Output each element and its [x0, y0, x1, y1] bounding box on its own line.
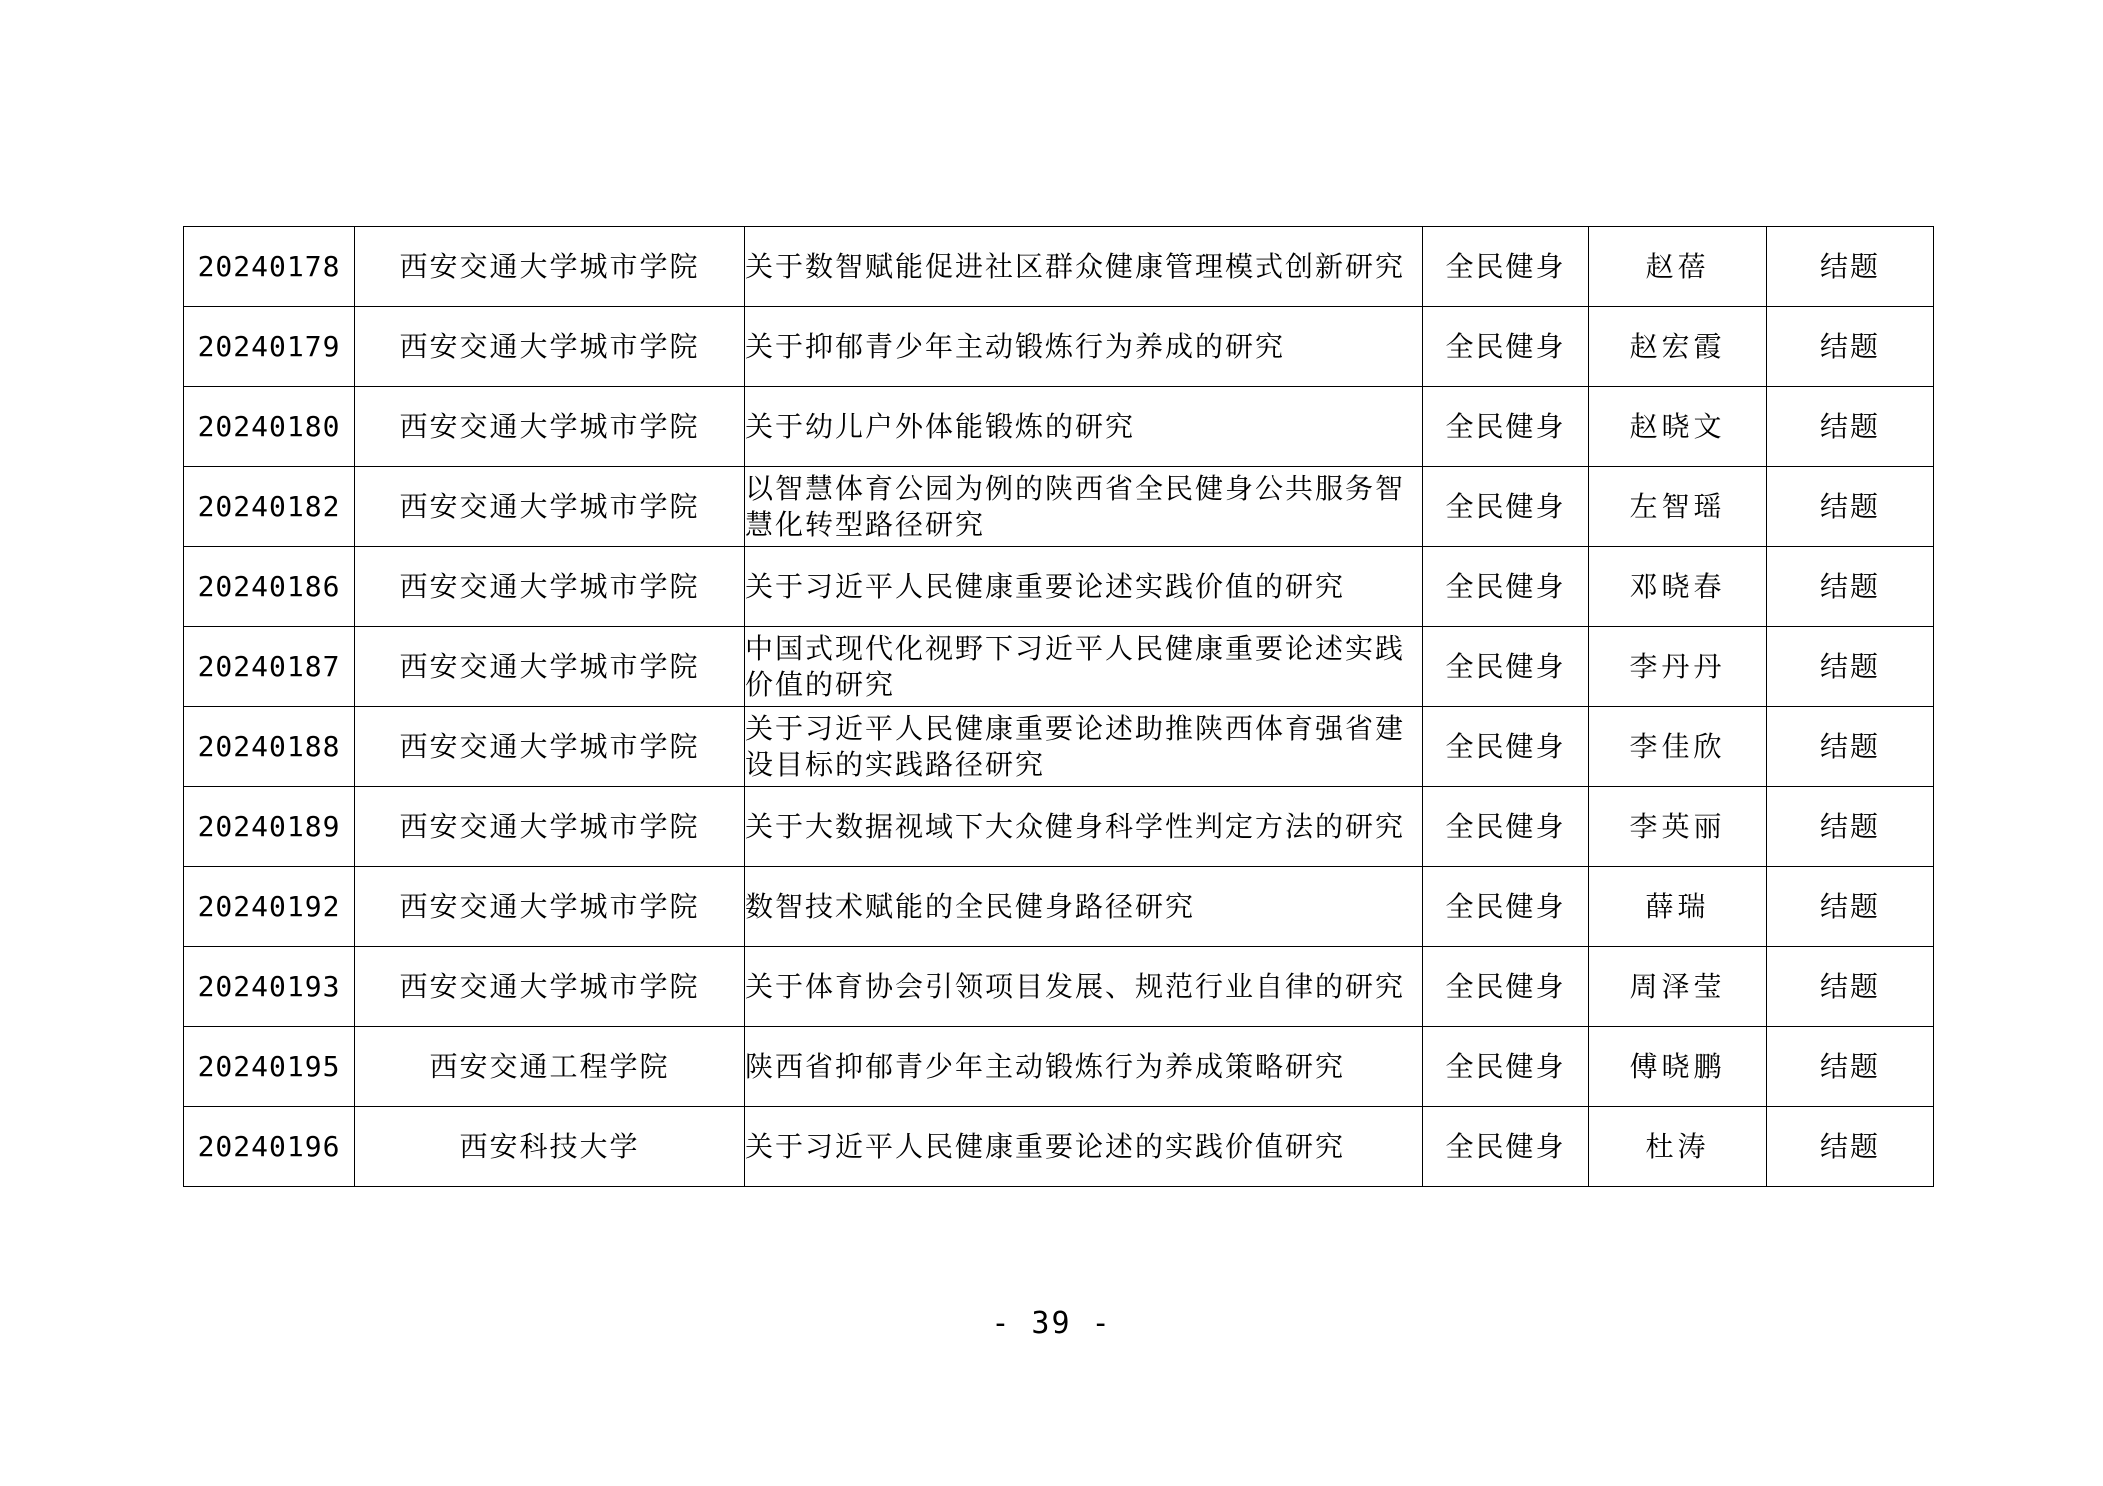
project-id-cell: 20240182 — [184, 467, 355, 547]
project-id-cell: 20240192 — [184, 867, 355, 947]
status-cell: 结题 — [1767, 547, 1934, 627]
project-id-cell: 20240196 — [184, 1107, 355, 1187]
institution-cell: 西安交通大学城市学院 — [355, 867, 745, 947]
status-cell: 结题 — [1767, 947, 1934, 1027]
project-id-cell: 20240186 — [184, 547, 355, 627]
status-cell: 结题 — [1767, 307, 1934, 387]
category-cell: 全民健身 — [1423, 467, 1589, 547]
category-cell: 全民健身 — [1423, 307, 1589, 387]
person-cell: 赵晓文 — [1589, 387, 1767, 467]
status-cell: 结题 — [1767, 867, 1934, 947]
project-table — [183, 226, 1934, 1187]
person-cell: 杜涛 — [1589, 1107, 1767, 1187]
project-id-cell: 20240187 — [184, 627, 355, 707]
person-cell: 赵蓓 — [1589, 227, 1767, 307]
page-number: - 39 - — [991, 1306, 1112, 1341]
category-cell: 全民健身 — [1423, 1107, 1589, 1187]
person-cell: 李英丽 — [1589, 787, 1767, 867]
table-row — [184, 1027, 1934, 1107]
table-row — [184, 947, 1934, 1027]
project-title-cell: 关于数智赋能促进社区群众健康管理模式创新研究 — [745, 227, 1423, 307]
category-cell: 全民健身 — [1423, 787, 1589, 867]
table-row — [184, 867, 1934, 947]
institution-cell: 西安交通大学城市学院 — [355, 947, 745, 1027]
project-title-cell: 关于幼儿户外体能锻炼的研究 — [745, 387, 1423, 467]
person-cell: 李佳欣 — [1589, 707, 1767, 787]
project-title-cell: 关于抑郁青少年主动锻炼行为养成的研究 — [745, 307, 1423, 387]
category-cell: 全民健身 — [1423, 707, 1589, 787]
category-cell: 全民健身 — [1423, 947, 1589, 1027]
person-cell: 薛瑞 — [1589, 867, 1767, 947]
project-id-cell: 20240195 — [184, 1027, 355, 1107]
category-cell: 全民健身 — [1423, 627, 1589, 707]
table-row — [184, 707, 1934, 787]
project-title-cell: 关于大数据视域下大众健身科学性判定方法的研究 — [745, 787, 1423, 867]
category-cell: 全民健身 — [1423, 227, 1589, 307]
status-cell: 结题 — [1767, 387, 1934, 467]
category-cell: 全民健身 — [1423, 1027, 1589, 1107]
project-title-cell: 关于体育协会引领项目发展、规范行业自律的研究 — [745, 947, 1423, 1027]
institution-cell: 西安交通大学城市学院 — [355, 467, 745, 547]
table-row — [184, 787, 1934, 867]
institution-cell: 西安科技大学 — [355, 1107, 745, 1187]
table-row — [184, 547, 1934, 627]
project-title-cell: 以智慧体育公园为例的陕西省全民健身公共服务智慧化转型路径研究 — [745, 467, 1423, 547]
person-cell: 周泽莹 — [1589, 947, 1767, 1027]
table-row — [184, 627, 1934, 707]
status-cell: 结题 — [1767, 627, 1934, 707]
institution-cell: 西安交通大学城市学院 — [355, 707, 745, 787]
category-cell: 全民健身 — [1423, 867, 1589, 947]
institution-cell: 西安交通大学城市学院 — [355, 227, 745, 307]
category-cell: 全民健身 — [1423, 547, 1589, 627]
institution-cell: 西安交通大学城市学院 — [355, 787, 745, 867]
institution-cell: 西安交通大学城市学院 — [355, 547, 745, 627]
project-title-cell: 中国式现代化视野下习近平人民健康重要论述实践价值的研究 — [745, 627, 1423, 707]
institution-cell: 西安交通大学城市学院 — [355, 307, 745, 387]
project-id-cell: 20240188 — [184, 707, 355, 787]
table-row — [184, 467, 1934, 547]
table-row — [184, 307, 1934, 387]
institution-cell: 西安交通大学城市学院 — [355, 387, 745, 467]
project-id-cell: 20240189 — [184, 787, 355, 867]
project-title-cell: 关于习近平人民健康重要论述实践价值的研究 — [745, 547, 1423, 627]
person-cell: 李丹丹 — [1589, 627, 1767, 707]
person-cell: 左智瑶 — [1589, 467, 1767, 547]
project-id-cell: 20240193 — [184, 947, 355, 1027]
project-title-cell: 关于习近平人民健康重要论述的实践价值研究 — [745, 1107, 1423, 1187]
project-title-cell: 陕西省抑郁青少年主动锻炼行为养成策略研究 — [745, 1027, 1423, 1107]
table-row — [184, 387, 1934, 467]
status-cell: 结题 — [1767, 227, 1934, 307]
table-body — [184, 227, 1934, 1187]
table-row — [184, 1107, 1934, 1187]
institution-cell: 西安交通大学城市学院 — [355, 627, 745, 707]
status-cell: 结题 — [1767, 787, 1934, 867]
project-id-cell: 20240180 — [184, 387, 355, 467]
project-title-cell: 数智技术赋能的全民健身路径研究 — [745, 867, 1423, 947]
project-id-cell: 20240179 — [184, 307, 355, 387]
person-cell: 赵宏霞 — [1589, 307, 1767, 387]
project-id-cell: 20240178 — [184, 227, 355, 307]
status-cell: 结题 — [1767, 1107, 1934, 1187]
person-cell: 傅晓鹏 — [1589, 1027, 1767, 1107]
person-cell: 邓晓春 — [1589, 547, 1767, 627]
status-cell: 结题 — [1767, 1027, 1934, 1107]
category-cell: 全民健身 — [1423, 387, 1589, 467]
project-title-cell: 关于习近平人民健康重要论述助推陕西体育强省建设目标的实践路径研究 — [745, 707, 1423, 787]
institution-cell: 西安交通工程学院 — [355, 1027, 745, 1107]
status-cell: 结题 — [1767, 707, 1934, 787]
table-row — [184, 227, 1934, 307]
status-cell: 结题 — [1767, 467, 1934, 547]
